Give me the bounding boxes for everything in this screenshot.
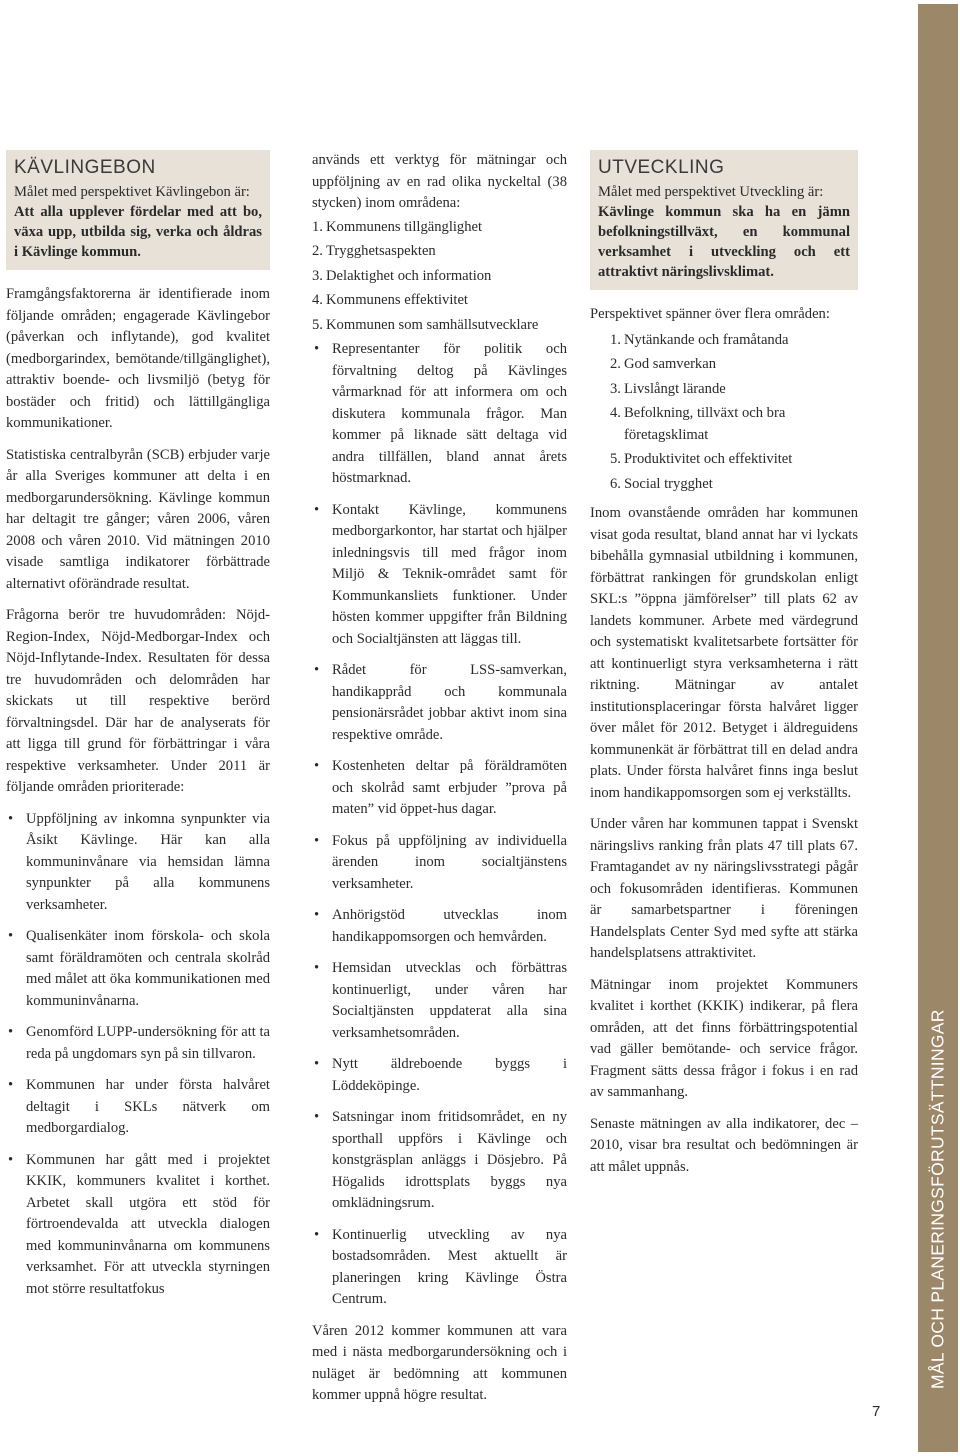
page-number: 7 xyxy=(872,1403,881,1420)
list-item: • Genomförd LUPP-undersökning för att ta reda på ungdomars syn på sin tillvaron. xyxy=(6,1022,270,1065)
column-right xyxy=(590,150,858,1188)
list-item: • Uppföljning av inkomna synpunkter via Åsikt Kävlinge. Här kan alla kommuninvånare via hemsidan lämna synpunkter på alla kommunens verksamheter. xyxy=(6,809,270,917)
paragraph: Våren 2012 kommer kommunen att vara med i nästa medborgarundersökning och i nuläget är bedömning att kommunen kommer uppnå högre resultat. xyxy=(312,1322,567,1403)
list-item xyxy=(610,449,858,471)
list-text: Produktivitet och effektivitet xyxy=(624,451,793,467)
column-left xyxy=(6,150,270,1310)
list-item xyxy=(312,241,567,263)
list-item: • Fokus på uppföljning av individuella ärenden inom socialtjänstens verksamheter. xyxy=(312,831,567,896)
list-number: 2. xyxy=(312,243,323,259)
list-text: God samverkan xyxy=(624,356,716,372)
list-number: 5. xyxy=(312,316,323,333)
box-title: UTVECKLING xyxy=(598,157,725,178)
paragraph: Statistiska centralbyrån (SCB) erbjuder varje år alla Sveriges kommuner att delta i en medborgarundersökning. Kävlinge kommun har deltagit tre gånger; våren 2006, våren 2008 och våren 2010. Vid mätningen 2010 visade samtliga indikatorer förbättrade alternativt oförändrade resultat. xyxy=(6,446,270,592)
list-text: Trygghetsaspekten xyxy=(326,243,436,259)
bullet-list xyxy=(312,339,567,1311)
list-item: • Qualisenkäter inom förskola- och skola samt föräldramöten och centrala skolråd med målet att öka kommunikationen med kommuninvånarna. xyxy=(6,926,270,1012)
bullet-list xyxy=(6,809,270,1301)
list-number: 1. xyxy=(312,218,323,235)
list-number: 4. xyxy=(312,292,323,308)
list-text: Nytänkande och framåtanda xyxy=(624,331,789,348)
paragraph: Perspektivet spänner över flera områden: xyxy=(590,306,830,322)
paragraph: Mätningar inom projektet Kommuners kvalitet i korthet (KKIK) indikerar, på flera områden, att det finns förbättringspotential vad gäller bemötande- och service frågor. Fragment sätts dessa frågor i fokus i en rad av sammanhang. xyxy=(590,976,858,1100)
numbered-list xyxy=(590,330,858,496)
list-number: 6. xyxy=(610,475,621,492)
list-item: • Kommunen har gått med i projektet KKIK, kommuners kvalitet i korthet. Arbetet skall utgöra ett stöd för förtroendevalda att utveckla dialogen med kommuninvånarna om kommunens verksamhet. För att utveckla styrningen mot större resultatfokus xyxy=(6,1150,270,1301)
list-text: Kommunen som samhällsutvecklare xyxy=(326,316,539,333)
list-number: 5. xyxy=(610,451,621,467)
list-text: Kommunens tillgänglighet xyxy=(326,218,483,235)
list-item xyxy=(312,290,567,312)
list-item: • Hemsidan utvecklas och förbättras kontinuerligt, under våren har Socialtjänsten uppdaterat alla sina verksamhetsområden. xyxy=(312,958,567,1044)
list-item xyxy=(610,330,858,352)
list-item: • Kostenheten deltar på föräldramöten och skolråd samt erbjuder ”prova på maten” vid öppet-hus dagar. xyxy=(312,756,567,821)
list-item xyxy=(610,379,858,401)
list-text: Social trygghet xyxy=(624,475,713,492)
list-item: • Nytt äldreboende byggs i Löddeköpinge. xyxy=(312,1054,567,1097)
list-item xyxy=(312,315,567,337)
list-item xyxy=(610,354,858,376)
list-text: Kommunens effektivitet xyxy=(326,292,468,308)
numbered-list xyxy=(312,217,567,337)
section-title-vertical: MÅL OCH PLANERINGSFÖRUTSÄTTNINGAR xyxy=(927,1009,948,1389)
list-number: 4. xyxy=(610,405,621,421)
box-goal: Kävlinge kommun ska ha en jämn befolkningstillväxt, en kommunal verksamhet i utveckling och ett attraktivt näringslivsklimat. xyxy=(598,204,850,280)
paragraph: Inom ovanstående områden har kommunen visat goda resultat, bland annat har vi lyckats bibehålla gymnasial utbildning i kommunen, förbättrat rankingen för grundskolan enligt SKL:s ”öppna jämförelser” till plats 62 av landets kommuner. Arbete med värdegrund och systematiskt kvalitetsarbete fortsätter för att kontinuerligt styra verksamheterna i rätt riktning. Mätningar av antalet institutionsplaceringar första halvåret ligger över målet för 2012. Betyget i äldreguidens kommunenkät är förbättrat till en delad andra plats. Under första halvåret finns inga beslut inom handikappomsorgen som ej verkställts. xyxy=(590,505,858,801)
list-number: 3. xyxy=(610,380,621,397)
list-number: 2. xyxy=(610,356,621,372)
paragraph: Frågorna berör tre huvudområden: Nöjd-Region-Index, Nöjd-Medborgar-Index och Nöjd-Inflytande-Index. Resultaten för dessa tre huvudområden och delområden har skickats ut till respektive berörd förvaltningsdel. Där har de analyserats för att ligga till grund för förbättringar i våra respektive verksamheter. Under 2011 är följande områden prioriterade: xyxy=(6,607,270,795)
box-goal: Att alla upplever fördelar med att bo, växa upp, utbilda sig, verka och åldras i Kävlinge kommun. xyxy=(14,204,262,260)
list-number: 3. xyxy=(312,267,323,284)
list-item: • Kontakt Kävlinge, kommunens medborgarkontor, har startat och hjälper inledningsvis till med frågor inom Miljö & Teknik-området samt för Kommunkansliets funktioner. Under hösten kommer uppgifter från Bildning och Socialtjänsten att läggas till. xyxy=(312,500,567,651)
list-item xyxy=(312,217,567,239)
box-subtitle: Målet med perspektivet Kävlingebon är: xyxy=(14,184,250,200)
kavlingebon-box xyxy=(6,150,270,270)
list-item: • Kommunen har under första halvåret deltagit i SKLs nätverk om medborgardialog. xyxy=(6,1075,270,1140)
list-item xyxy=(610,474,858,496)
utveckling-box xyxy=(590,150,858,290)
list-number: 1. xyxy=(610,331,621,348)
list-item xyxy=(312,266,567,288)
list-item: • Rådet för LSS-samverkan, handikappråd och kommunala pensionärsrådet jobbar aktivt inom sina respektive område. xyxy=(312,660,567,746)
box-subtitle: Målet med perspektivet Utveckling är: xyxy=(598,184,824,200)
box-title: KÄVLINGEBON xyxy=(14,157,156,178)
paragraph: används ett verktyg för mätningar och uppföljning av en rad olika nyckeltal (38 stycken) inom områdena: xyxy=(312,152,567,211)
paragraph: Framgångsfaktorerna är identifierade inom följande områden; engagerade Kävlingebor (påverkan och inflytande), god kvalitet (medborgarindex, bemötande/tillgänglighet), attraktiv boende- och livsmiljö (betyg för bostäder och fritid) och lättillgängliga kommunikationer. xyxy=(6,286,270,431)
list-item: • Satsningar inom fritidsområdet, en ny sporthall uppförs i Kävlinge och konstgräsplan anläggs i Dösjebro. På Högalids idrottsplats byggs nya omklädningsrum. xyxy=(312,1107,567,1215)
column-middle xyxy=(312,150,567,1417)
paragraph: Senaste mätningen av alla indikatorer, dec – 2010, visar bra resultat och bedömningen är att målet uppnås. xyxy=(590,1115,858,1175)
list-item: • Representanter för politik och förvaltning deltog på Kävlinges vårmarknad för att informera om och diskutera kommunala frågor. Man kommer på liknade sätt deltaga vid andra tillfällen, bland annat årets höstmarknad. xyxy=(312,339,567,490)
list-text: Livslångt lärande xyxy=(624,380,726,397)
list-text: Befolkning, tillväxt och bra företagsklimat xyxy=(624,405,786,443)
section-sidebar xyxy=(918,4,958,1452)
list-item xyxy=(610,403,858,446)
paragraph: Under våren har kommunen tappat i Svenskt näringslivs ranking från plats 47 till plats 67. Framtagandet av ny näringslivsstrategi pågår och fokusområden identifieras. Kommunen är samarbetspartner i föreningen Handelsplats Center Syd med syfte att stärka handelsplatsens attraktivitet. xyxy=(590,816,858,961)
list-item: • Kontinuerlig utveckling av nya bostadsområden. Mest aktuellt är planeringen kring Kävlinge Östra Centrum. xyxy=(312,1225,567,1311)
list-item: • Anhörigstöd utvecklas inom handikappomsorgen och hemvården. xyxy=(312,905,567,948)
list-text: Delaktighet och information xyxy=(326,267,492,284)
